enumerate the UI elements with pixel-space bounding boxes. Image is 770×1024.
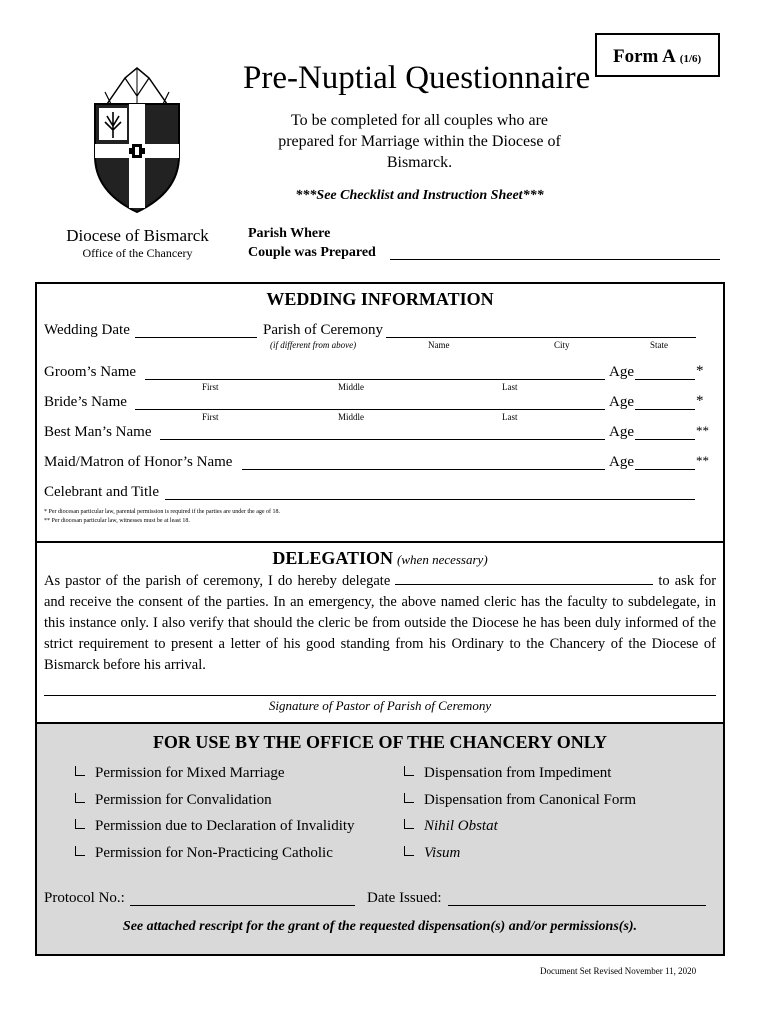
- pastor-signature-label: Signature of Pastor of Parish of Ceremony: [268, 698, 492, 713]
- chancery-section-title: FOR USE BY THE OFFICE OF THE CHANCERY ONLY: [152, 732, 608, 752]
- checkbox-visum[interactable]: Visum: [404, 845, 460, 862]
- checkbox-icon: [75, 766, 85, 776]
- groom-name-field[interactable]: [145, 379, 605, 380]
- parish-ceremony-field[interactable]: [386, 337, 696, 338]
- checkbox-icon: [75, 819, 85, 829]
- bride-age-field[interactable]: [635, 409, 695, 410]
- parish-prepared-label: Parish Where: [248, 226, 331, 241]
- protocol-label: Protocol No.:: [44, 890, 125, 906]
- footnote-parental-permission: * Per diocesan particular law, parental permission is required if the parties are under the age of 18.: [44, 509, 281, 515]
- page-title: Pre-Nuptial Questionnaire: [243, 60, 591, 96]
- best-man-age-label: Age: [609, 424, 634, 440]
- bride-name-field[interactable]: [135, 409, 605, 410]
- section-divider: [35, 541, 725, 543]
- checkbox-dispensation-canonical-form[interactable]: Dispensation from Canonical Form: [404, 792, 636, 809]
- groom-name-label: Groom’s Name: [44, 364, 137, 380]
- groom-age-label: Age: [609, 364, 634, 380]
- celebrant-field[interactable]: [165, 499, 695, 500]
- sub-label-name: Name: [428, 340, 450, 350]
- sub-label-middle: Middle: [338, 412, 364, 422]
- best-man-age-field[interactable]: [635, 439, 695, 440]
- delegation-title: DELEGATION: [272, 548, 394, 568]
- delegation-text: As pastor of the parish of ceremony, I do hereby delegate to ask for and receive the consent of the parties. In an emergency, the above named cleric has the faculty to subdelegate, in this instance only. I also verify that should the cleric be from outside the Diocese he has been duly informed of the strict requirement to present a letter of his good standing from his Ordinary to the Chancery of the Diocese of Bismarck before his arrival.: [44, 573, 717, 673]
- section-divider: [35, 722, 725, 724]
- wedding-date-field[interactable]: [135, 337, 257, 338]
- checkbox-dispensation-impediment[interactable]: Dispensation from Impediment: [404, 765, 611, 782]
- checkbox-icon: [75, 793, 85, 803]
- date-issued-label: Date Issued:: [367, 890, 442, 906]
- parish-ceremony-label: Parish of Ceremony: [263, 322, 383, 338]
- best-man-age-footnote-mark: **: [696, 423, 709, 438]
- maid-age-footnote-mark: **: [696, 453, 709, 468]
- groom-age-footnote-mark: *: [696, 363, 704, 379]
- sub-label-first: First: [202, 382, 219, 392]
- bride-age-footnote-mark: *: [696, 393, 704, 409]
- intro-text: To be completed for all couples who are prepared for Marriage within the Diocese of Bismarck.: [278, 112, 561, 171]
- pastor-signature-field[interactable]: [44, 695, 716, 696]
- bride-age-label: Age: [609, 394, 634, 410]
- delegation-section-title: [35, 548, 725, 569]
- wedding-date-label: Wedding Date: [44, 322, 130, 338]
- protocol-field[interactable]: [130, 905, 355, 906]
- parish-prepared-field[interactable]: [390, 259, 720, 260]
- sub-label-first: First: [202, 412, 219, 422]
- checkbox-convalidation[interactable]: Permission for Convalidation: [75, 792, 272, 809]
- best-man-field[interactable]: [160, 439, 605, 440]
- checkbox-non-practicing[interactable]: Permission for Non-Practicing Catholic: [75, 845, 333, 862]
- checkbox-declaration-invalidity[interactable]: Permission due to Declaration of Invalidity: [75, 818, 355, 835]
- revision-note: Document Set Revised November 11, 2020: [540, 966, 697, 976]
- form-page-number: (1/6): [679, 53, 702, 65]
- checklist-note: ***See Checklist and Instruction Sheet***: [295, 188, 544, 203]
- when-necessary-note: (when necessary): [397, 552, 488, 567]
- checkbox-icon: [404, 793, 414, 803]
- maid-age-label: Age: [609, 454, 634, 470]
- maid-of-honor-field[interactable]: [242, 469, 605, 470]
- sub-label-last: Last: [502, 382, 518, 392]
- checkbox-icon: [404, 766, 414, 776]
- maid-age-field[interactable]: [635, 469, 695, 470]
- sub-label-middle: Middle: [338, 382, 364, 392]
- parish-prepared-label-2: Couple was Prepared: [248, 245, 376, 260]
- rescript-note: See attached rescript for the grant of the requested dispensation(s) and/or permissions(s).: [122, 919, 638, 934]
- diocese-coat-of-arms: [85, 66, 190, 214]
- sub-label-last: Last: [502, 412, 518, 422]
- footnote-witness-age: ** Per diocesan particular law, witnesses must be at least 18.: [44, 518, 190, 524]
- date-issued-field[interactable]: [448, 905, 706, 906]
- if-different-note: (if different from above): [270, 340, 357, 350]
- checkbox-icon: [404, 819, 414, 829]
- checkbox-nihil-obstat[interactable]: Nihil Obstat: [404, 818, 498, 835]
- wedding-section-title: WEDDING INFORMATION: [266, 289, 494, 309]
- checkbox-icon: [404, 846, 414, 856]
- maid-of-honor-label: Maid/Matron of Honor’s Name: [44, 454, 233, 470]
- sub-label-state: State: [650, 340, 668, 350]
- delegate-field[interactable]: [395, 571, 653, 585]
- groom-age-field[interactable]: [635, 379, 695, 380]
- office-name: Office of the Chancery: [82, 246, 193, 260]
- sub-label-city: City: [554, 340, 570, 350]
- diocese-name: Diocese of Bismarck: [66, 226, 209, 245]
- checkbox-icon: [75, 846, 85, 856]
- celebrant-label: Celebrant and Title: [44, 484, 159, 500]
- form-label: Form A (1/6): [613, 46, 702, 67]
- best-man-label: Best Man’s Name: [44, 424, 152, 440]
- checkbox-mixed-marriage[interactable]: Permission for Mixed Marriage: [75, 765, 285, 782]
- bride-name-label: Bride’s Name: [44, 394, 127, 410]
